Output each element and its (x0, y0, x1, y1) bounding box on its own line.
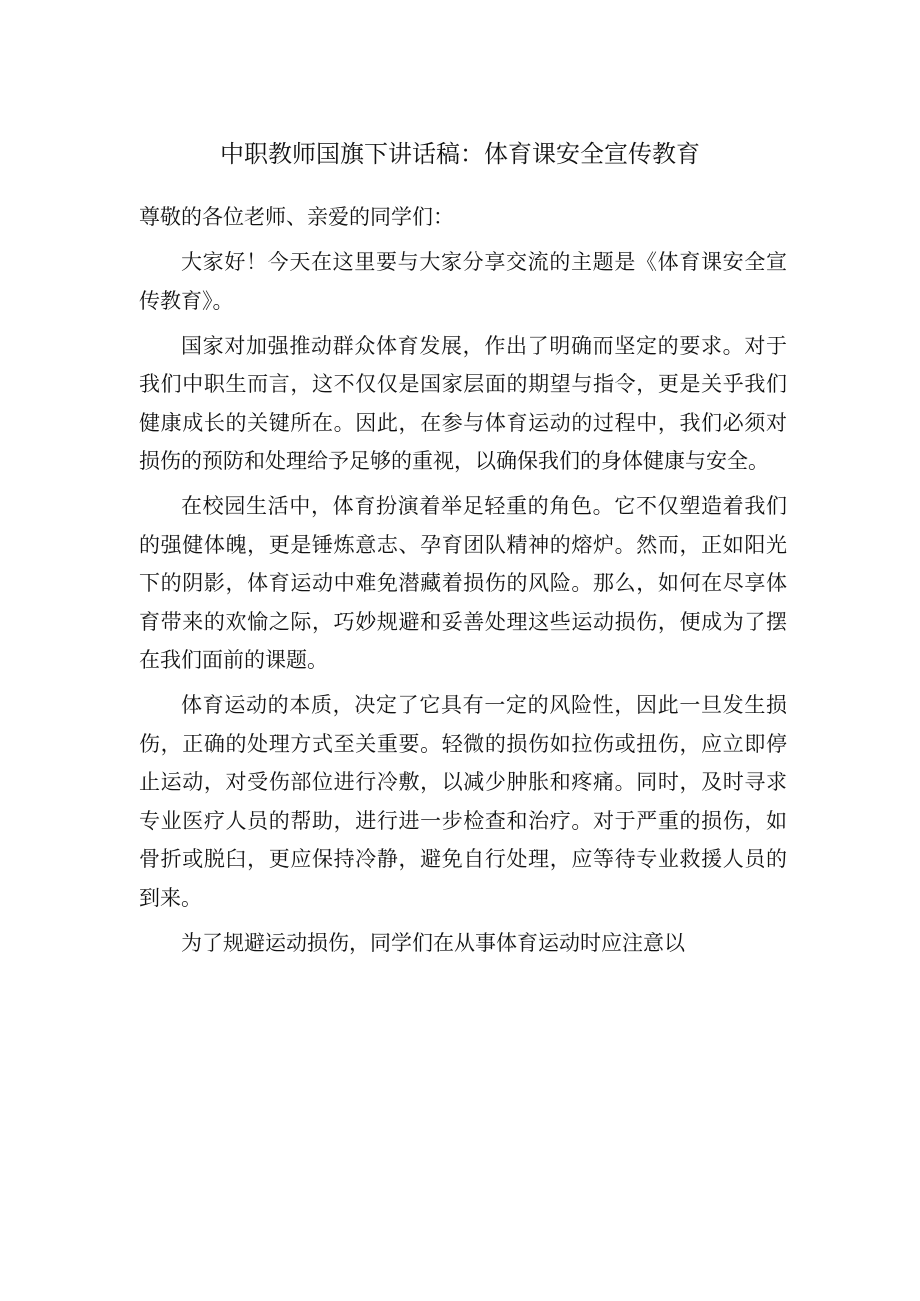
document-title: 中职教师国旗下讲话稿：体育课安全宣传教育 (220, 140, 700, 168)
body-paragraph: 在校园生活中，体育扮演着举足轻重的角色。它不仅塑造着我们的强健体魄，更是锤炼意志、孕育团队精神的熔炉。然而，正如阳光下的阴影，体育运动中难免潜藏着损伤的风险。那么，如何在尽享体育带来的欢愉之际，巧妙规避和妥善处理这些运动损伤，便成为了摆在我们面前的课题。 (139, 494, 787, 672)
greeting-paragraph: 大家好！今天在这里要与大家分享交流的主题是《体育课安全宣传教育》。 (139, 250, 787, 313)
salutation-paragraph: 尊敬的各位老师、亲爱的同学们： (139, 205, 454, 229)
body-paragraph: 国家对加强推动群众体育发展，作出了明确而坚定的要求。对于我们中职生而言，这不仅仅是国家层面的期望与指令，更是关乎我们健康成长的关键所在。因此，在参与体育运动的过程中，我们必须对损伤的预防和处理给予足够的重视，以确保我们的身体健康与安全。 (139, 333, 787, 473)
body-paragraph: 体育运动的本质，决定了它具有一定的风险性，因此一旦发生损伤，正确的处理方式至关重要。轻微的损伤如拉伤或扭伤，应立即停止运动，对受伤部位进行冷敷，以减少肿胀和疼痛。同时，及时寻求专业医疗人员的帮助，进行进一步检查和治疗。对于严重的损伤，如骨折或脱臼，更应保持冷静，避免自行处理，应等待专业救援人员的到来。 (139, 693, 787, 910)
document-body (139, 198, 787, 969)
body-paragraph: 为了规避运动损伤，同学们在从事体育运动时应注意以 (181, 930, 685, 955)
